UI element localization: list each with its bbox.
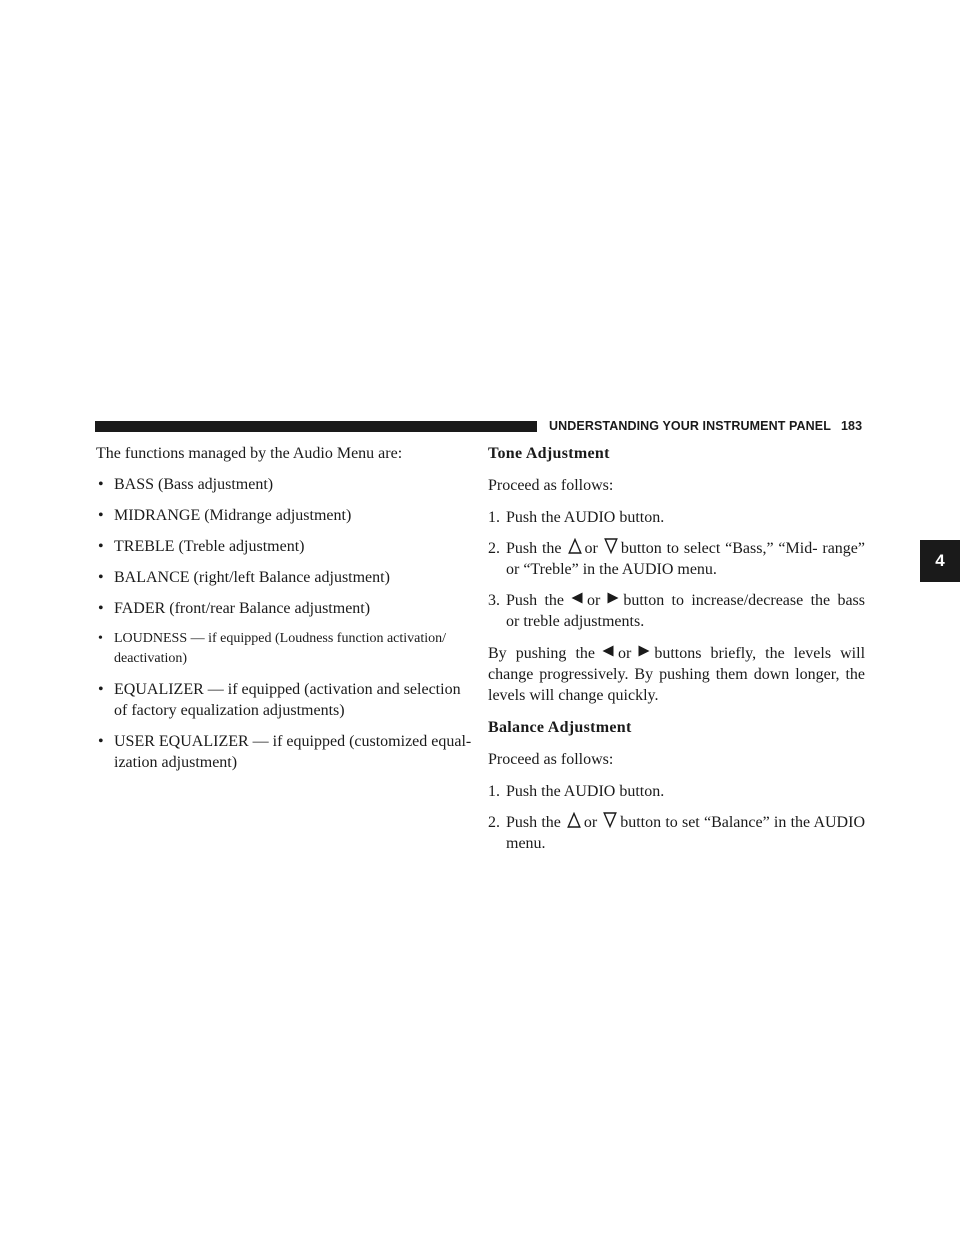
step-number: 3. <box>488 592 500 609</box>
page-number: 183 <box>840 419 863 433</box>
list-item <box>488 781 865 802</box>
balance-adjustment-heading: Balance Adjustment <box>488 719 632 736</box>
list-item <box>488 590 865 632</box>
list-item: • FADER (front/rear Balance adjustment) <box>96 598 472 619</box>
up-triangle-outline-icon <box>567 812 581 828</box>
section-title: UNDERSTANDING YOUR INSTRUMENT PANEL <box>549 419 831 433</box>
step-text-post: button to set “Balance” in the AUDIO menu. <box>506 814 865 852</box>
list-item: • MIDRANGE (Midrange adjustment) <box>96 505 472 526</box>
list-item <box>488 538 865 580</box>
list-item: • USER EQUALIZER — if equipped (customized equal- ization adjustment) <box>96 731 472 773</box>
step-text-or: or <box>584 540 598 557</box>
para-text-post: buttons briefly, the levels will change progressively. By pushing them down longer, the levels will change quickly. <box>488 645 866 704</box>
balance-proceed-text: Proceed as follows: <box>488 751 614 768</box>
left-triangle-filled-icon <box>570 590 584 606</box>
list-item <box>488 507 865 528</box>
step-text-pre: Push the <box>506 814 561 831</box>
tone-steps <box>488 507 865 632</box>
running-header <box>549 419 862 433</box>
down-triangle-outline-icon <box>603 812 617 828</box>
right-column <box>488 443 865 865</box>
step-number: 1. <box>488 783 500 800</box>
list-item: • LOUDNESS — if equipped (Loudness function activation/ deactivation) <box>96 629 472 669</box>
left-column <box>96 443 472 783</box>
step-text-pre: Push the <box>506 540 562 557</box>
step-number: 1. <box>488 509 500 526</box>
list-item: • BALANCE (right/left Balance adjustment) <box>96 567 472 588</box>
step-number: 2. <box>488 814 500 831</box>
list-item: • EQUALIZER — if equipped (activation and selection of factory equalization adjustments) <box>96 679 472 721</box>
balance-steps <box>488 781 865 854</box>
intro-text: The functions managed by the Audio Menu are: <box>96 445 403 462</box>
tone-paragraph <box>488 643 865 706</box>
down-triangle-outline-icon <box>604 538 618 554</box>
tone-proceed-text: Proceed as follows: <box>488 477 614 494</box>
audio-menu-functions-list <box>96 474 472 773</box>
step-text: Push the AUDIO button. <box>506 783 665 800</box>
para-text-or: or <box>618 645 632 662</box>
list-item: • BASS (Bass adjustment) <box>96 474 472 495</box>
para-text-pre: By pushing the <box>488 645 595 662</box>
up-triangle-outline-icon <box>568 538 582 554</box>
right-triangle-filled-icon <box>606 590 620 606</box>
chapter-tab: 4 <box>920 540 960 582</box>
list-item <box>488 812 865 854</box>
list-item: • TREBLE (Treble adjustment) <box>96 536 472 557</box>
step-text-or: or <box>583 814 598 831</box>
step-number: 2. <box>488 540 500 557</box>
step-text-post: button to select “Bass,” “Mid- range” or “Treble” in the AUDIO menu. <box>506 540 866 578</box>
step-text-post: button to increase/decrease the bass or treble adjustments. <box>506 592 865 630</box>
header-rule <box>95 421 537 432</box>
step-text-pre: Push the <box>506 592 564 609</box>
tone-adjustment-heading: Tone Adjustment <box>488 445 610 462</box>
step-text: Push the AUDIO button. <box>506 509 665 526</box>
right-triangle-filled-icon <box>637 643 651 659</box>
step-text-or: or <box>587 592 601 609</box>
left-triangle-filled-icon <box>601 643 615 659</box>
